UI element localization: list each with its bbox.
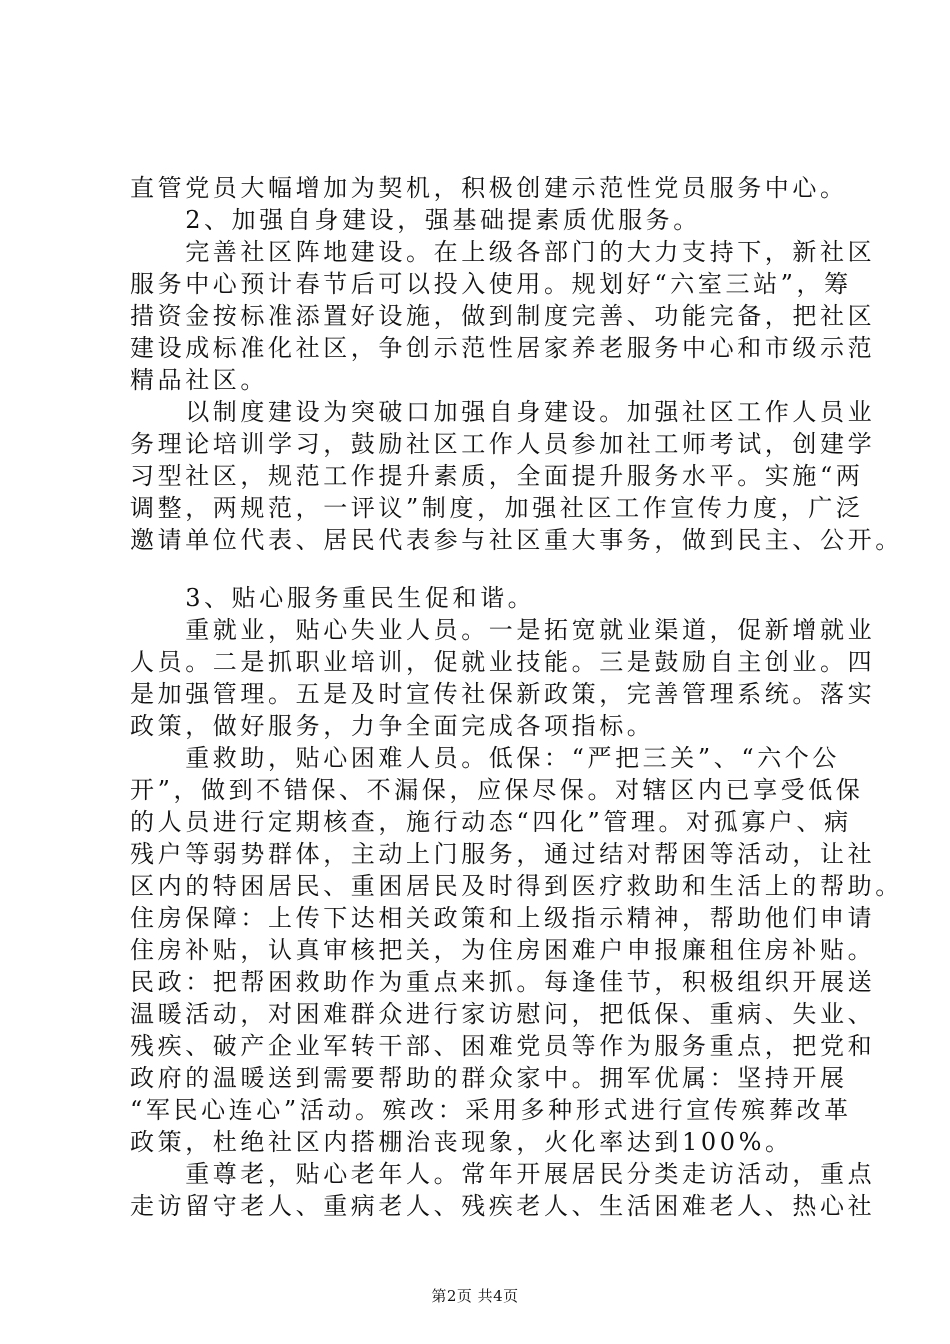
text-line: 政策，杜绝社区内搭棚治丧现象，火化率达到100%。: [130, 1128, 793, 1156]
text-line: 温暖活动，对困难群众进行家访慰问，把低保、重病、失业、: [130, 1000, 876, 1028]
page-number-footer: 第2页 共4页: [431, 1287, 519, 1305]
text-line: 民政：把帮困救助作为重点来抓。每逢佳节，积极组织开展送: [130, 968, 876, 996]
section-heading: 2、加强自身建设，强基础提素质优服务。: [130, 206, 701, 234]
text-line: 务理论培训学习，鼓励社区工作人员参加社工师考试，创建学: [130, 430, 876, 458]
text-line: 政策，做好服务，力争全面完成各项指标。: [130, 712, 655, 740]
text-line: 的人员进行定期核查，施行动态“四化”管理。对孤寡户、病: [130, 808, 852, 836]
paragraph-gap: [130, 556, 830, 582]
text-line: 服务中心预计春节后可以投入使用。规划好“六室三站”，筹: [130, 270, 852, 298]
document-body: [130, 172, 903, 1222]
text-line: 重尊老，贴心老年人。常年开展居民分类走访活动，重点: [130, 1160, 876, 1188]
text-line: 以制度建设为突破口加强自身建设。加强社区工作人员业: [130, 398, 876, 426]
text-line: 直管党员大幅增加为契机，积极创建示范性党员服务中心。: [130, 174, 848, 202]
text-line: 重就业，贴心失业人员。一是拓宽就业渠道，促新增就业: [130, 616, 876, 644]
text-line: 开”，做到不错保、不漏保，应保尽保。对辖区内已享受低保: [130, 776, 864, 804]
text-line: 残户等弱势群体，主动上门服务，通过结对帮困等活动，让社: [130, 840, 876, 868]
text-line: 人员。二是抓职业培训，促就业技能。三是鼓励自主创业。四: [130, 648, 876, 676]
section-heading: 3、贴心服务重民生促和谐。: [130, 584, 536, 612]
text-line: 邀请单位代表、居民代表参与社区重大事务，做到民主、公开。: [130, 526, 903, 554]
text-line: 住房保障：上传下达相关政策和上级指示精神，帮助他们申请: [130, 904, 876, 932]
text-line: 区内的特困居民、重困居民及时得到医疗救助和生活上的帮助。: [130, 872, 903, 900]
text-line: 习型社区，规范工作提升素质，全面提升服务水平。实施“两: [130, 462, 864, 490]
text-line: 重救助，贴心困难人员。低保：“严把三关”、“六个公: [130, 744, 841, 772]
text-line: 政府的温暖送到需要帮助的群众家中。拥军优属：坚持开展: [130, 1064, 848, 1092]
text-line: 精品社区。: [130, 366, 268, 394]
text-line: 措资金按标准添置好设施，做到制度完善、功能完备，把社区: [130, 302, 876, 330]
text-line: 残疾、破产企业军转干部、困难党员等作为服务重点，把党和: [130, 1032, 876, 1060]
text-line: 完善社区阵地建设。在上级各部门的大力支持下，新社区: [130, 238, 876, 266]
text-line: 住房补贴，认真审核把关，为住房困难户申报廉租住房补贴。: [130, 936, 876, 964]
text-line: 走访留守老人、重病老人、残疾老人、生活困难老人、热心社: [130, 1192, 876, 1220]
text-line: 是加强管理。五是及时宣传社保新政策，完善管理系统。落实: [130, 680, 876, 708]
text-line: “军民心连心”活动。殡改：采用多种形式进行宣传殡葬改革: [130, 1096, 852, 1124]
text-line: 建设成标准化社区，争创示范性居家养老服务中心和市级示范: [130, 334, 876, 362]
text-line: 调整，两规范，一评议”制度，加强社区工作宣传力度，广泛: [130, 494, 864, 522]
